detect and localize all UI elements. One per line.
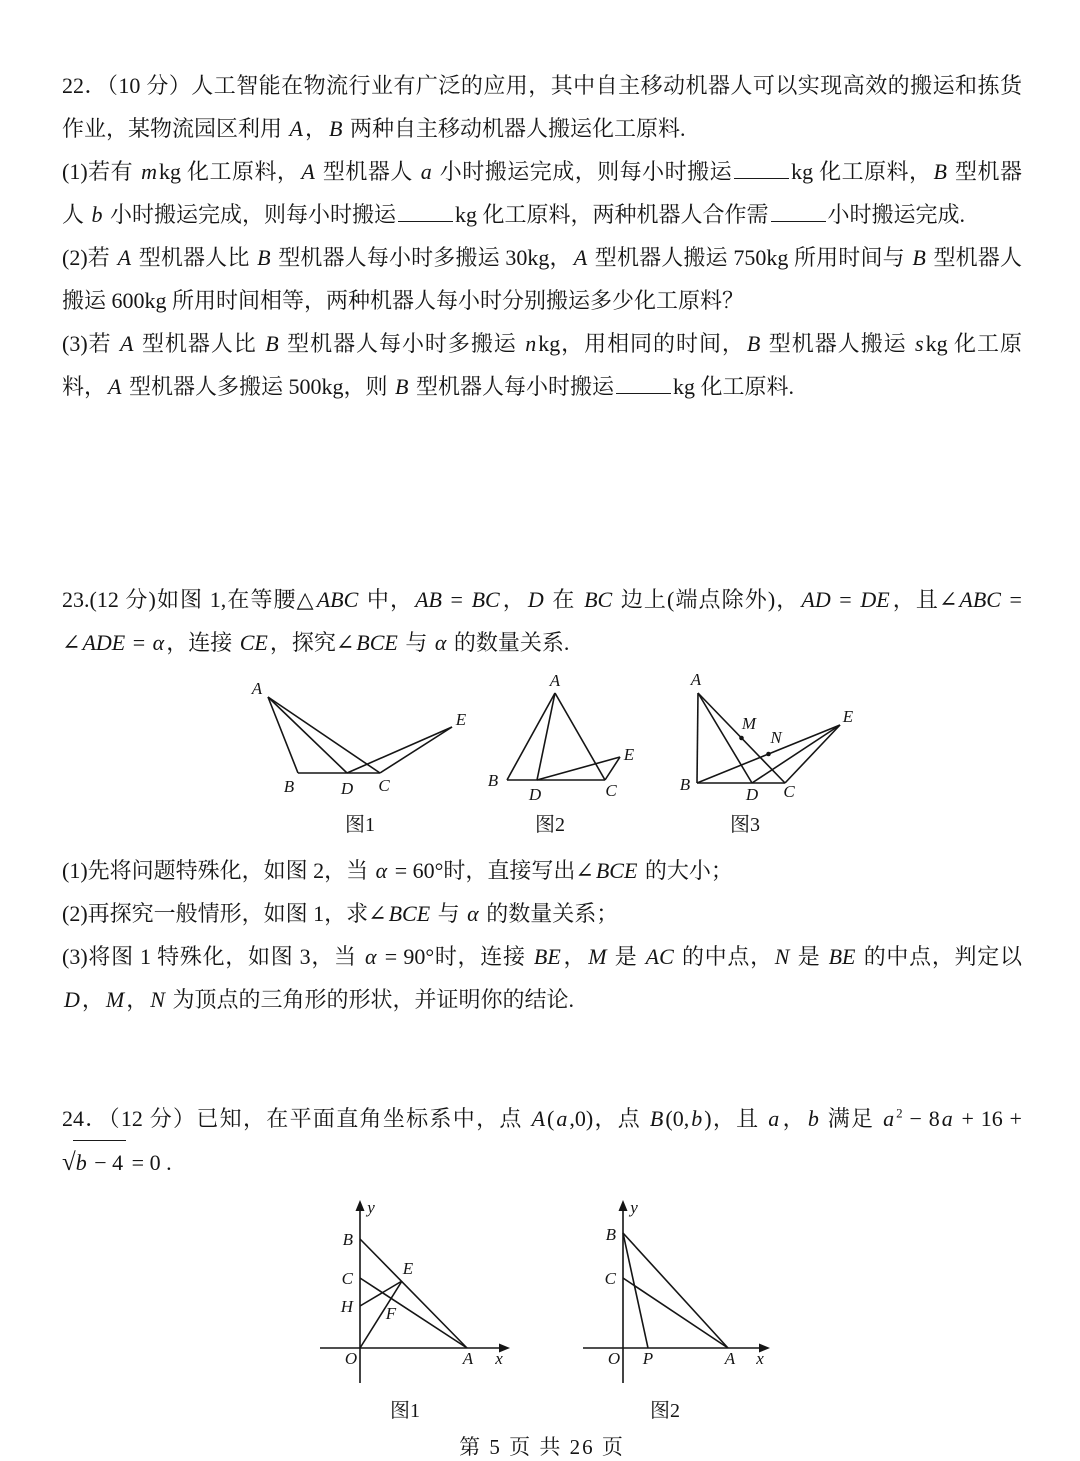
figure-caption: 图1 — [390, 1400, 420, 1422]
point-label-E: E — [842, 707, 854, 726]
answer-blank — [734, 164, 789, 179]
math-variable: B — [394, 374, 409, 399]
figure-23-3 — [660, 670, 920, 837]
figure-caption: 图2 — [535, 814, 565, 836]
point-label-C: C — [341, 1269, 353, 1288]
point-label-C: C — [378, 776, 390, 795]
point-label-C: C — [605, 781, 617, 800]
question-23-stem: 23.(12 分)如图 1,在等腰△ABC 中，AB = BC，D 在 BC 边上(端点除外)，AD = DE，且∠ABC = ∠ADE = α，连接 CE，探究∠BCE 与 α 的数量关系. — [62, 587, 1022, 655]
math-variable: B — [746, 331, 761, 356]
question-23-part-3: (3)将图 1 特殊化，如图 3，当 α = 90°时，连接 BE，M 是 AC 的中点，N 是 BE 的中点，判定以 D，M，N 为顶点的三角形的形状，并证明你的结论. — [62, 944, 1022, 1012]
math-variable: N — [774, 944, 790, 969]
triangle-diagram-3 — [660, 670, 920, 805]
origin-label: O — [607, 1349, 621, 1368]
point-label-C: C — [783, 782, 795, 801]
y-axis-label: y — [630, 1198, 638, 1217]
point-label-A: A — [251, 679, 263, 698]
point-label-F: F — [385, 1304, 397, 1323]
math-variable: b — [807, 1106, 819, 1131]
math-variable: A — [120, 331, 134, 356]
point-label-A: A — [462, 1349, 474, 1368]
math-variable: A — [117, 245, 132, 270]
question-22-stem: 22．（10 分）人工智能在物流行业有广泛的应用，其中自主移动机器人可以实现高效的搬运和拣货作业，某物流园区利用 A，B 两种自主移动机器人搬运化工原料. — [62, 73, 1022, 141]
triangle-diagram-1 — [240, 670, 480, 805]
point-label-A: A — [724, 1349, 736, 1368]
point-label-D: D — [528, 785, 542, 804]
question-23-figures — [240, 670, 1022, 837]
math-variable: α — [467, 901, 479, 926]
math-variable: BCE — [356, 630, 398, 655]
point-label-A: A — [690, 670, 702, 689]
math-variable: B — [912, 245, 926, 270]
square-root: √b − 4 — [62, 1140, 126, 1184]
coordinate-diagram-1 — [300, 1196, 550, 1391]
math-variable: A — [531, 1106, 546, 1131]
question-24-figures — [300, 1196, 1022, 1423]
math-variable: BE — [828, 944, 856, 969]
point-label-B: B — [342, 1230, 353, 1249]
y-axis-label: y — [367, 1198, 375, 1217]
math-variable: ADE — [82, 630, 126, 655]
math-variable: A — [573, 245, 588, 270]
point-label-E: E — [402, 1259, 414, 1278]
math-variable: AC — [645, 944, 674, 969]
question-23-part-1: (1)先将问题特殊化，如图 2，当 α = 60°时，直接写出∠BCE 的大小； — [62, 858, 733, 883]
coordinate-diagram-2 — [560, 1196, 810, 1391]
math-variable: α — [364, 944, 377, 969]
question-24 — [62, 1097, 1022, 1423]
midpoint-N-dot — [766, 752, 771, 757]
page-number-footer: 第 5 页 共 26 页 — [459, 1435, 625, 1459]
math-variable: A — [301, 159, 315, 184]
midpoint-M-dot — [739, 736, 744, 741]
question-22-part-2: (2)若 A 型机器人比 B 型机器人每小时多搬运 30kg，A 型机器人搬运 750kg 所用时间与 B 型机器人搬运 600kg 所用时间相等，两种机器人每小时分别搬运多少化工原料？ — [62, 245, 1022, 313]
math-variable: a — [768, 1106, 780, 1131]
math-variable: B — [933, 159, 947, 184]
point-label-D: D — [745, 785, 759, 804]
point-label-B: B — [605, 1225, 616, 1244]
math-variable: BC — [584, 587, 613, 612]
math-variable: a — [941, 1106, 953, 1131]
math-variable: B — [649, 1106, 664, 1131]
math-variable: BE — [533, 944, 561, 969]
point-label-C: C — [604, 1269, 616, 1288]
math-variable: AD — [801, 587, 831, 612]
math-variable: b — [91, 202, 103, 227]
point-label-H: H — [340, 1297, 353, 1316]
figure-24-2 — [560, 1196, 810, 1423]
math-variable: ABC — [959, 587, 1001, 612]
math-variable: s — [915, 331, 924, 356]
point-label-B: B — [487, 771, 499, 790]
point-label-E: E — [623, 745, 635, 764]
x-axis-label: x — [495, 1349, 503, 1368]
figure-23-1 — [240, 670, 480, 837]
question-23 — [62, 578, 1022, 1021]
math-variable: B — [328, 116, 343, 141]
y-axis-arrow — [356, 1200, 365, 1211]
math-variable: b — [75, 1150, 87, 1175]
math-variable: AB — [415, 587, 442, 612]
question-22-part-3: (3)若 A 型机器人比 B 型机器人每小时多搬运 nkg，用相同的时间，B 型机器人搬运 skg 化工原料，A 型机器人多搬运 500kg，则 B 型机器人每小时搬运 kg 化工原料. — [62, 331, 1022, 399]
math-variable: a — [883, 1106, 895, 1131]
question-22-part-1: (1)若有 mkg 化工原料，A 型机器人 a 小时搬运完成，则每小时搬运 kg 化工原料，B 型机器人 b 小时搬运完成，则每小时搬运 kg 化工原料，两种机器人合作需 小时搬运完成. — [62, 159, 1022, 227]
math-variable: D — [64, 987, 80, 1012]
math-variable: D — [527, 587, 544, 612]
math-variable: ABC — [316, 587, 359, 612]
math-variable: BCE — [595, 858, 638, 883]
point-label-B: B — [283, 777, 295, 796]
math-variable: α — [434, 630, 447, 655]
math-variable: M — [588, 944, 607, 969]
math-variable: N — [150, 987, 165, 1012]
superscript: 2 — [896, 1105, 903, 1121]
math-variable: b — [691, 1106, 703, 1131]
math-variable: DE — [860, 587, 890, 612]
point-label-N: N — [770, 728, 782, 747]
figure-24-1 — [300, 1196, 550, 1423]
figure-caption: 图2 — [650, 1400, 680, 1422]
math-variable: B — [257, 245, 271, 270]
answer-blank — [771, 207, 826, 222]
point-label-D: D — [340, 779, 354, 798]
math-variable: m — [141, 159, 157, 184]
question-24-stem: 24．（12 分）已知，在平面直角坐标系中，点 A(a,0)，点 B(0,b)，且 a，b 满足 a $^2$ − 8a + 16 + √b − 4 = 0 . — [62, 1097, 1022, 1184]
math-variable: a — [556, 1106, 568, 1131]
point-label-B: B — [679, 775, 691, 794]
math-variable: A — [289, 116, 303, 141]
x-axis-label: x — [756, 1349, 764, 1368]
figure-caption: 图3 — [730, 814, 760, 836]
y-axis-arrow — [619, 1200, 628, 1211]
answer-blank — [616, 379, 671, 394]
point-label-P: P — [642, 1349, 654, 1368]
question-23-parts — [62, 849, 1022, 1021]
math-variable: a — [420, 159, 432, 184]
question-23-part-2: (2)再探究一般情形，如图 1，求∠BCE 与 α 的数量关系； — [62, 901, 619, 926]
math-variable: BC — [471, 587, 500, 612]
figure-caption: 图1 — [345, 814, 375, 836]
math-variable: n — [525, 331, 537, 356]
point-label-E: E — [455, 710, 467, 729]
math-variable: A — [108, 374, 122, 399]
point-label-A: A — [549, 671, 561, 690]
answer-blank — [398, 207, 453, 222]
question-22 — [62, 64, 1022, 408]
math-variable: M — [105, 987, 125, 1012]
point-label-M: M — [741, 714, 757, 733]
triangle-diagram-2 — [480, 670, 660, 805]
math-variable: BCE — [388, 901, 431, 926]
origin-label: O — [344, 1349, 358, 1368]
math-variable: α — [375, 858, 388, 883]
math-variable: B — [265, 331, 279, 356]
math-variable: CE — [239, 630, 268, 655]
math-variable: α — [152, 630, 165, 655]
